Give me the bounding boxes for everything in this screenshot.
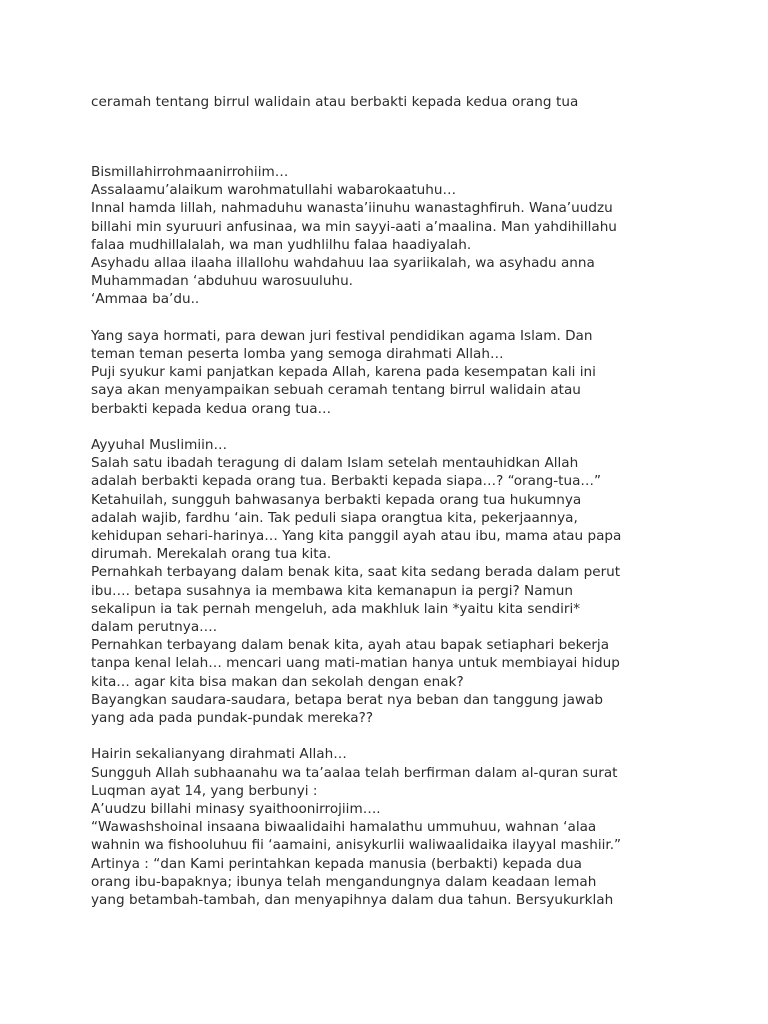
text-line: Asyhadu allaa ilaaha illallohu wahdahuu laa syariikalah, wa asyhadu anna [91,255,595,272]
text-line: Puji syukur kami panjatkan kepada Allah, karena pada kesempatan kali ini [91,364,596,381]
text-line: kita… agar kita bisa makan dan sekolah dengan enak? [91,673,464,690]
text-line: billahi min syuruuri anfusinaa, wa min sayyi-aati a’maalina. Man yahdihillahu [91,218,617,235]
text-line: Pernahkan terbayang dalam benak kita, ayah atau bapak setiaphari bekerja [91,637,610,654]
text-line: ibu…. betapa susahnya ia membawa kita kemanapun ia pergi? Namun [91,582,573,599]
paragraph-quran [91,745,731,909]
text-line: yang betambah-tambah, dan menyapihnya dalam dua tahun. Bersyukurklah [91,892,614,909]
text-line: dalam perutnya…. [91,619,218,636]
document-body [91,163,731,927]
paragraph-main [91,436,731,727]
paragraph-opening [91,163,731,309]
text-line: orang ibu-bapaknya; ibunya telah mengandungnya dalam keadaan lemah [91,873,597,890]
text-line: teman teman peserta lomba yang semoga dirahmati Allah… [91,346,504,363]
text-line: berbakti kepada kedua orang tua… [91,400,332,417]
text-line: tanpa kenal lelah… mencari uang mati-matian hanya untuk membiayai hidup [91,655,620,672]
text-line: Assalaamu’alaikum warohmatullahi wabarokaatuhu… [91,182,457,199]
text-line: Ayyuhal Muslimiin… [91,437,228,454]
text-line: Bismillahirrohmaanirrohiim… [91,164,289,180]
text-line: Salah satu ibadah teragung di dalam Islam setelah mentauhidkan Allah [91,455,579,472]
text-line: wahnin wa fishooluhuu fii ‘aamaini, anisykurlii waliwaalidaika ilayyal mashiir.” [91,837,622,854]
text-line: sekalipun ia tak pernah mengeluh, ada makhluk lain *yaitu kita sendiri* [91,600,581,617]
text-line: Luqman ayat 14, yang berbunyi : [91,782,318,799]
text-line: Yang saya hormati, para dewan juri festival pendidikan agama Islam. Dan [91,327,593,344]
text-line: Pernahkah terbayang dalam benak kita, saat kita sedang berada dalam perut [91,564,621,581]
text-line: falaa mudhillalalah, wa man yudhlilhu falaa haadiyalah. [91,236,472,253]
text-line: Ketahuilah, sungguh bahwasanya berbakti kepada orang tua hukumnya [91,491,582,508]
text-line: dirumah. Merekalah orang tua kita. [91,546,332,563]
text-line: Sungguh Allah subhaanahu wa ta’aalaa telah berfirman dalam al-quran surat [91,764,618,781]
text-line: Bayangkan saudara-saudara, betapa berat nya beban dan tanggung jawab [91,691,604,708]
text-line: adalah berbakti kepada orang tua. Berbakti kepada siapa…? “orang-tua…” [91,473,602,490]
paragraph-greeting [91,327,731,418]
text-line: Hairin sekalianyang dirahmati Allah… [91,746,347,763]
text-line: Muhammadan ‘abduhuu warosuuluhu. [91,273,354,290]
text-line: Artinya : “dan Kami perintahkan kepada manusia (berbakti) kepada dua [91,855,582,872]
text-line: kehidupan sehari-harinya… Yang kita panggil ayah atau ibu, mama atau papa [91,528,622,545]
text-line: A’uudzu billahi minasy syaithoonirrojiim…. [91,801,381,818]
text-line: Innal hamda lillah, nahmaduhu wanasta’iinuhu wanastaghfiruh. Wana’uudzu [91,200,613,217]
text-line: yang ada pada pundak-pundak mereka?? [91,710,374,727]
text-line: saya akan menyampaikan sebuah ceramah tentang birrul walidain atau [91,382,581,399]
text-line: ‘Ammaa ba’du.. [91,291,200,308]
text-line: adalah wajib, fardhu ‘ain. Tak peduli siapa orangtua kita, pekerjaannya, [91,509,578,526]
text-line: “Wawashshoinal insaana biwaalidaihi hamalathu ummuhuu, wahnan ‘alaa [91,819,597,836]
document-title: ceramah tentang birrul walidain atau berbakti kepada kedua orang tua [91,94,579,110]
